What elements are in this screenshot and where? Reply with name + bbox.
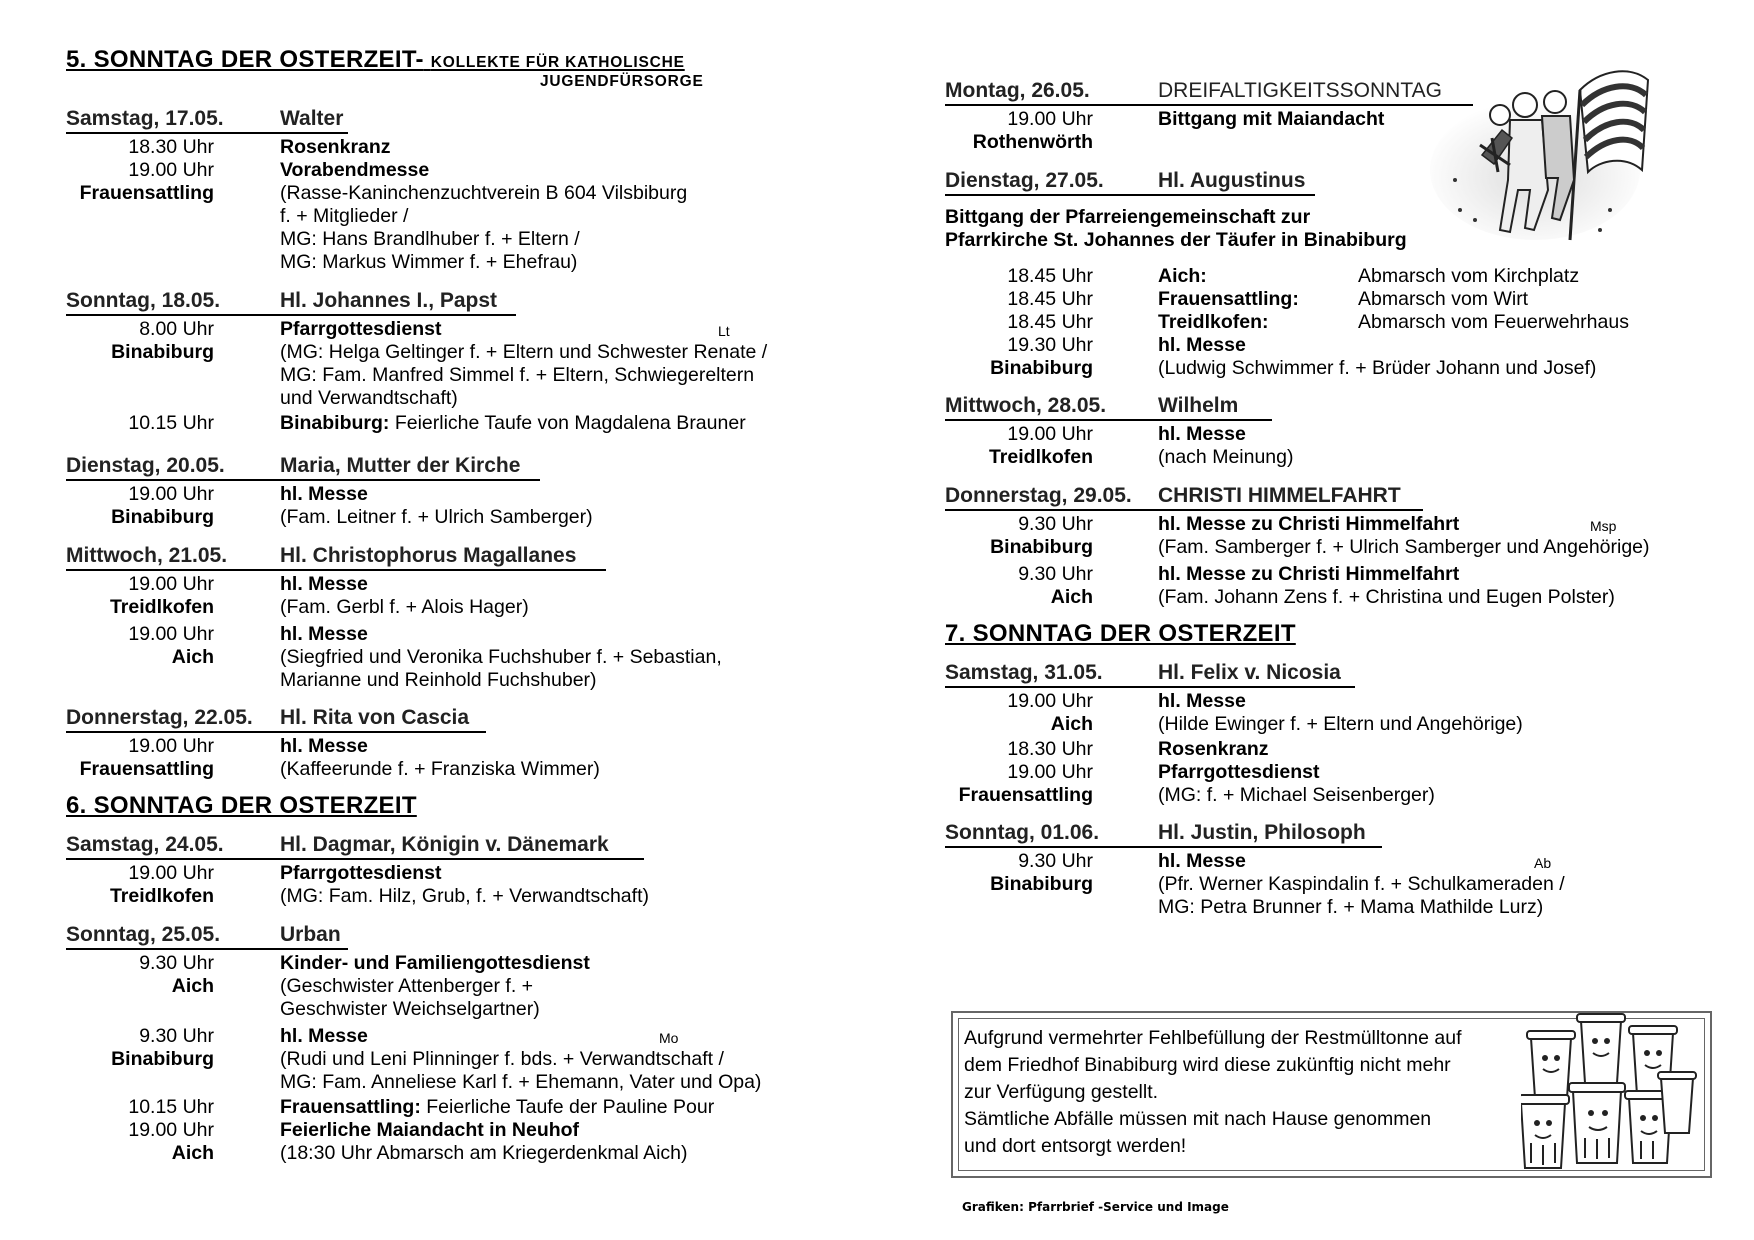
notice-box bbox=[951, 1011, 1712, 1178]
entry-row bbox=[66, 205, 826, 228]
entry-title: Feierliche Maiandacht in Neuhof bbox=[280, 1119, 580, 1141]
entry-time: 19.00 Uhr bbox=[1007, 108, 1093, 130]
entry-intention: (MG: f. + Michael Seisenberger) bbox=[1158, 784, 1435, 806]
procession-illustration bbox=[1430, 60, 1655, 252]
entry-title: hl. Messe bbox=[280, 483, 368, 505]
entry-time: 9.30 Uhr bbox=[1018, 563, 1093, 585]
day-saint: DREIFALTIGKEITSSONNTAG bbox=[1158, 79, 1442, 102]
section-heading-5-sonntag bbox=[66, 46, 704, 90]
entry-time: 18.45 Uhr bbox=[1007, 311, 1093, 333]
entry-title: hl. Messe bbox=[1158, 850, 1246, 872]
day-header bbox=[945, 168, 1315, 196]
entry-intention: (Fam. Gerbl f. + Alois Hager) bbox=[280, 596, 529, 618]
entry-time: 18.30 Uhr bbox=[1007, 738, 1093, 760]
day-date: Montag, 26.05. bbox=[945, 79, 1090, 102]
entry-row bbox=[945, 311, 1705, 334]
day-header bbox=[945, 393, 1272, 421]
entry-row bbox=[945, 586, 1705, 609]
entry-location-inline: Frauensattling: bbox=[1158, 288, 1299, 310]
entry-row bbox=[945, 288, 1705, 311]
entry-time: 19.00 Uhr bbox=[1007, 423, 1093, 445]
entry-title: Abmarsch vom Kirchplatz bbox=[1358, 265, 1580, 287]
entry-time: 19.00 Uhr bbox=[1007, 761, 1093, 783]
entry-time: 19.00 Uhr bbox=[128, 573, 214, 595]
entry-title: hl. Messe bbox=[280, 623, 368, 645]
entry-location-inline: Aich: bbox=[1158, 265, 1207, 287]
entry-intention: und Verwandtschaft) bbox=[280, 387, 458, 409]
entry-intention: (nach Meinung) bbox=[1158, 446, 1294, 468]
entry-row bbox=[66, 623, 826, 646]
entry-location: Aich bbox=[1050, 586, 1093, 608]
entry-title: Abmarsch vom Feuerwehrhaus bbox=[1358, 311, 1629, 333]
entry-time: 18.30 Uhr bbox=[128, 136, 214, 158]
entry-row bbox=[66, 1048, 826, 1071]
entry-location: Binabiburg bbox=[990, 357, 1093, 379]
entry-title: Feierliche Taufe von Magdalena Brauner bbox=[389, 412, 746, 434]
entry-row bbox=[66, 596, 826, 619]
entry-row bbox=[66, 387, 826, 410]
entry-title: Bittgang mit Maiandacht bbox=[1158, 108, 1385, 130]
entry-intention: Marianne und Reinhold Fuchshuber) bbox=[280, 669, 597, 691]
entry-row bbox=[66, 735, 826, 758]
entry-time: 8.00 Uhr bbox=[139, 318, 214, 340]
entry-location: Rothenwörth bbox=[972, 131, 1093, 153]
entry-title: hl. Messe bbox=[280, 735, 368, 757]
day-date: Sonntag, 18.05. bbox=[66, 289, 221, 312]
entry-intention: MG: Hans Brandlhuber f. + Eltern / bbox=[280, 228, 580, 250]
entry-intention: MG: Fam. Anneliese Karl f. + Ehemann, Vater und Opa) bbox=[280, 1071, 762, 1093]
entry-row bbox=[945, 423, 1705, 446]
entry-location: Frauensattling bbox=[958, 784, 1093, 806]
day-date: Samstag, 31.05. bbox=[945, 661, 1103, 684]
entry-location: Frauensattling bbox=[79, 758, 214, 780]
entry-time: 19.30 Uhr bbox=[1007, 334, 1093, 356]
day-header bbox=[945, 820, 1382, 848]
entry-location: Binabiburg bbox=[990, 873, 1093, 895]
entry-row bbox=[945, 513, 1705, 536]
entry-row bbox=[66, 573, 826, 596]
day-header bbox=[66, 106, 348, 134]
entry-time: 18.45 Uhr bbox=[1007, 265, 1093, 287]
entry-title: hl. Messe zu Christi Himmelfahrt bbox=[1158, 563, 1460, 585]
entry-location-inline: Binabiburg: bbox=[280, 412, 390, 434]
day-saint: Walter bbox=[280, 107, 344, 130]
celebrant-initials: Ab bbox=[1534, 855, 1552, 871]
celebrant-initials: Lt bbox=[718, 323, 730, 339]
entry-title: hl. Messe bbox=[1158, 423, 1246, 445]
entry-title: hl. Messe bbox=[1158, 334, 1246, 356]
entry-location-inline: Frauensattling: bbox=[280, 1096, 421, 1118]
day-header bbox=[66, 922, 348, 950]
entry-row bbox=[66, 159, 826, 182]
entry-time: 9.30 Uhr bbox=[1018, 850, 1093, 872]
entry-location-inline: Treidlkofen: bbox=[1158, 311, 1269, 333]
entry-intention: (Fam. Samberger f. + Ulrich Samberger und Angehörige) bbox=[1158, 536, 1650, 558]
entry-row bbox=[66, 952, 826, 975]
entry-row bbox=[945, 446, 1705, 469]
entry-row bbox=[66, 998, 826, 1021]
graphics-credits: Grafiken: Pfarrbrief -Service und Image bbox=[962, 1200, 1229, 1214]
entry-intention: (Siegfried und Veronika Fuchshuber f. + Sebastian, bbox=[280, 646, 722, 668]
entry-title: Pfarrgottesdienst bbox=[1158, 761, 1320, 783]
entry-title: hl. Messe bbox=[280, 573, 368, 595]
day-header bbox=[66, 288, 516, 316]
entry-row bbox=[66, 341, 826, 364]
entry-time: 18.45 Uhr bbox=[1007, 288, 1093, 310]
entry-location: Binabiburg bbox=[990, 536, 1093, 558]
entry-row bbox=[945, 536, 1705, 559]
day-date: Dienstag, 27.05. bbox=[945, 169, 1104, 192]
entry-time: 9.30 Uhr bbox=[139, 1025, 214, 1047]
entry-row bbox=[945, 713, 1705, 736]
entry-row bbox=[66, 251, 826, 274]
entry-row bbox=[66, 646, 826, 669]
entry-time: 19.00 Uhr bbox=[128, 1119, 214, 1141]
entry-row bbox=[945, 873, 1705, 896]
day-date: Samstag, 24.05. bbox=[66, 833, 224, 856]
entry-intention: f. + Mitglieder / bbox=[280, 205, 409, 227]
section-subtitle-2: JUGENDFÜRSORGE bbox=[540, 73, 704, 90]
notice-text bbox=[964, 1025, 1524, 1160]
entry-row bbox=[66, 1096, 826, 1119]
section-subtitle: KOLLEKTE FÜR KATHOLISCHE bbox=[430, 54, 685, 71]
entry-time: 9.30 Uhr bbox=[139, 952, 214, 974]
entry-title: Rosenkranz bbox=[1158, 738, 1269, 760]
section-title: 5. SONNTAG DER OSTERZEIT- bbox=[66, 46, 424, 73]
entry-row bbox=[66, 758, 826, 781]
entry-location: Binabiburg bbox=[111, 341, 214, 363]
entry-intention: (Hilde Ewinger f. + Eltern und Angehörige) bbox=[1158, 713, 1523, 735]
day-saint: Maria, Mutter der Kirche bbox=[280, 454, 521, 477]
entry-location: Frauensattling bbox=[79, 182, 214, 204]
entry-title: Abmarsch vom Wirt bbox=[1358, 288, 1529, 310]
notice-line: und dort entsorgt werden! bbox=[964, 1135, 1187, 1157]
entry-row bbox=[66, 1071, 826, 1094]
entry-time: 10.15 Uhr bbox=[128, 412, 214, 434]
day-date: Sonntag, 25.05. bbox=[66, 923, 221, 946]
entry-row bbox=[66, 975, 826, 998]
entry-row bbox=[945, 784, 1705, 807]
entry-row bbox=[66, 885, 826, 908]
day-saint: Hl. Justin, Philosoph bbox=[1158, 821, 1366, 844]
entry-intention: (Ludwig Schwimmer f. + Brüder Johann und Josef) bbox=[1158, 357, 1597, 379]
entry-row bbox=[945, 690, 1705, 713]
entry-row bbox=[66, 182, 826, 205]
entry-intention: MG: Fam. Manfred Simmel f. + Eltern, Schwiegereltern bbox=[280, 364, 755, 386]
notice-line: Sämtliche Abfälle müssen mit nach Hause genommen bbox=[964, 1108, 1432, 1130]
notice-line: zur Verfügung gestellt. bbox=[964, 1081, 1159, 1103]
entry-intention: MG: Petra Brunner f. + Mama Mathilde Lurz) bbox=[1158, 896, 1544, 918]
procession-note: Bittgang der Pfarreiengemeinschaft zur bbox=[945, 206, 1311, 228]
trash-cans-illustration bbox=[1521, 1003, 1701, 1171]
day-header bbox=[66, 453, 540, 481]
entry-title: Pfarrgottesdienst bbox=[280, 318, 442, 340]
entry-title: Kinder- und Familiengottesdienst bbox=[280, 952, 590, 974]
entry-location: Aich bbox=[171, 646, 214, 668]
day-saint: Hl. Rita von Cascia bbox=[280, 706, 470, 729]
entry-intention: (Kaffeerunde f. + Franziska Wimmer) bbox=[280, 758, 600, 780]
entry-time: 19.00 Uhr bbox=[128, 735, 214, 757]
entry-row bbox=[66, 483, 826, 506]
entry-location: Binabiburg bbox=[111, 506, 214, 528]
notice-line: dem Friedhof Binabiburg wird diese zukünftig nicht mehr bbox=[964, 1054, 1451, 1076]
entry-location: Treidlkofen bbox=[988, 446, 1093, 468]
entry-location: Aich bbox=[1050, 713, 1093, 735]
day-date: Donnerstag, 29.05. bbox=[945, 484, 1132, 507]
entry-title: Vorabendmesse bbox=[280, 159, 430, 181]
day-saint: Hl. Johannes I., Papst bbox=[280, 289, 498, 312]
entry-title: hl. Messe bbox=[1158, 690, 1246, 712]
entry-title: Feierliche Taufe der Pauline Pour bbox=[420, 1096, 715, 1118]
entry-intention: (Rasse-Kaninchenzuchtverein B 604 Vilsbiburg bbox=[280, 182, 688, 204]
section-heading-7-sonntag: 7. SONNTAG DER OSTERZEIT bbox=[945, 620, 1296, 647]
entry-row bbox=[945, 357, 1705, 380]
day-header bbox=[66, 543, 606, 571]
entry-intention: (18:30 Uhr Abmarsch am Kriegerdenkmal Aich) bbox=[280, 1142, 688, 1164]
entry-row bbox=[66, 862, 826, 885]
notice-line: Aufgrund vermehrter Fehlbefüllung der Restmülltonne auf bbox=[964, 1027, 1462, 1049]
procession-note: Pfarrkirche St. Johannes der Täufer in Binabiburg bbox=[945, 229, 1407, 251]
entry-row bbox=[945, 334, 1705, 357]
day-header bbox=[945, 483, 1423, 511]
entry-intention: Geschwister Weichselgartner) bbox=[280, 998, 540, 1020]
entry-intention: (MG: Helga Geltinger f. + Eltern und Schwester Renate / bbox=[280, 341, 768, 363]
day-saint: Hl. Augustinus bbox=[1158, 169, 1306, 192]
day-saint: Hl. Felix v. Nicosia bbox=[1158, 661, 1341, 684]
entry-time: 9.30 Uhr bbox=[1018, 513, 1093, 535]
day-date: Dienstag, 20.05. bbox=[66, 454, 225, 477]
entry-location: Treidlkofen bbox=[109, 596, 214, 618]
entry-row bbox=[66, 318, 826, 341]
entry-time: 19.00 Uhr bbox=[128, 159, 214, 181]
entry-title: hl. Messe zu Christi Himmelfahrt bbox=[1158, 513, 1460, 535]
day-saint: Hl. Dagmar, Königin v. Dänemark bbox=[280, 833, 609, 856]
entry-row bbox=[66, 412, 826, 435]
section-heading-6-sonntag: 6. SONNTAG DER OSTERZEIT bbox=[66, 792, 417, 819]
entry-row bbox=[945, 850, 1705, 873]
entry-row bbox=[66, 1119, 826, 1142]
entry-row bbox=[66, 1142, 826, 1165]
entry-row bbox=[66, 669, 826, 692]
day-header bbox=[66, 705, 486, 733]
entry-row bbox=[945, 896, 1705, 919]
entry-location: Aich bbox=[171, 1142, 214, 1164]
entry-intention: (MG: Fam. Hilz, Grub, f. + Verwandtschaft) bbox=[280, 885, 649, 907]
entry-time: 10.15 Uhr bbox=[128, 1096, 214, 1118]
day-header bbox=[945, 78, 1473, 106]
day-saint: CHRISTI HIMMELFAHRT bbox=[1158, 484, 1401, 507]
entry-row bbox=[945, 738, 1705, 761]
entry-title: Pfarrgottesdienst bbox=[280, 862, 442, 884]
day-date: Mittwoch, 21.05. bbox=[66, 544, 228, 567]
entry-row bbox=[66, 136, 826, 159]
day-header bbox=[66, 832, 644, 860]
celebrant-initials: Mo bbox=[659, 1030, 679, 1046]
day-date: Samstag, 17.05. bbox=[66, 107, 224, 130]
day-date: Donnerstag, 22.05. bbox=[66, 706, 253, 729]
entry-row bbox=[66, 364, 826, 387]
day-date: Mittwoch, 28.05. bbox=[945, 394, 1107, 417]
day-saint: Hl. Christophorus Magallanes bbox=[280, 544, 577, 567]
entry-time: 19.00 Uhr bbox=[128, 483, 214, 505]
entry-location: Aich bbox=[171, 975, 214, 997]
entry-row bbox=[945, 265, 1705, 288]
entry-row bbox=[66, 228, 826, 251]
entry-row bbox=[945, 761, 1705, 784]
entry-time: 19.00 Uhr bbox=[1007, 690, 1093, 712]
entry-row bbox=[945, 563, 1705, 586]
entry-location: Binabiburg bbox=[111, 1048, 214, 1070]
entry-row bbox=[66, 1025, 826, 1048]
entry-intention: (Pfr. Werner Kaspindalin f. + Schulkameraden / bbox=[1158, 873, 1565, 895]
entry-intention: (Rudi und Leni Plinninger f. bds. + Verwandtschaft / bbox=[280, 1048, 724, 1070]
entry-row bbox=[66, 506, 826, 529]
entry-title: Rosenkranz bbox=[280, 136, 391, 158]
entry-intention: (Fam. Johann Zens f. + Christina und Eugen Polster) bbox=[1158, 586, 1615, 608]
entry-time: 19.00 Uhr bbox=[128, 862, 214, 884]
day-saint: Urban bbox=[280, 923, 341, 946]
day-saint: Wilhelm bbox=[1158, 394, 1239, 417]
entry-title: hl. Messe bbox=[280, 1025, 368, 1047]
day-header bbox=[945, 660, 1355, 688]
entry-intention: (Fam. Leitner f. + Ulrich Samberger) bbox=[280, 506, 593, 528]
celebrant-initials: Msp bbox=[1590, 518, 1617, 534]
entry-intention: MG: Markus Wimmer f. + Ehefrau) bbox=[280, 251, 578, 273]
day-date: Sonntag, 01.06. bbox=[945, 821, 1100, 844]
entry-time: 19.00 Uhr bbox=[128, 623, 214, 645]
entry-intention: (Geschwister Attenberger f. + bbox=[280, 975, 534, 997]
entry-location: Treidlkofen bbox=[109, 885, 214, 907]
